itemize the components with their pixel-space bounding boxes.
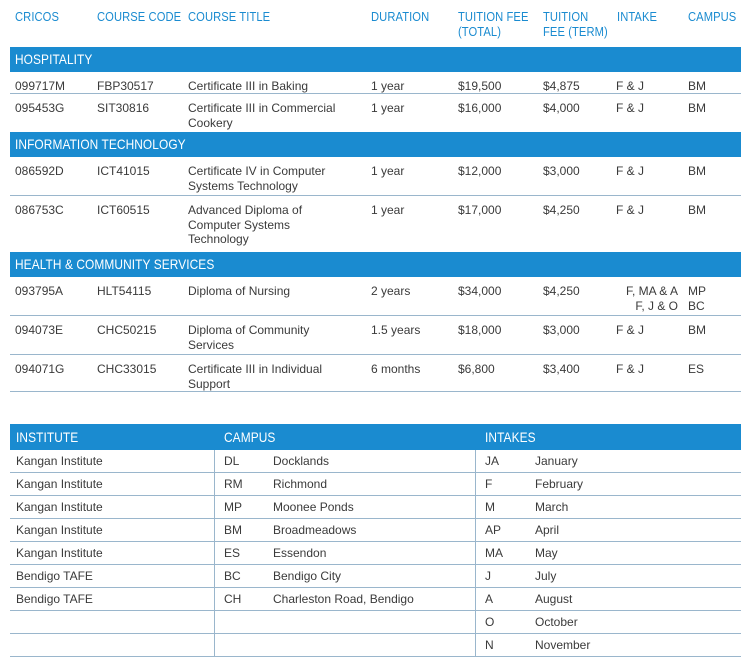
- course-title-cell: Diploma of Community Services: [188, 323, 310, 352]
- tuition-term-cell: $4,875: [543, 79, 580, 93]
- campus-name-cell: Charleston Road, Bendigo: [273, 592, 414, 606]
- intake-cell: F & J: [616, 101, 645, 115]
- section-title: HOSPITALITY: [15, 51, 93, 67]
- course-code-cell: ICT60515: [97, 203, 150, 217]
- intake-cell: F & J: [616, 323, 645, 337]
- tuition-total-cell: $34,000: [458, 284, 502, 298]
- key-table: [10, 424, 741, 657]
- intake-name-cell: February: [535, 477, 584, 491]
- intake-code-cell: JA: [485, 454, 500, 468]
- course-title-cell: Certificate III in Baking: [188, 79, 309, 93]
- intake-cell: F & J: [616, 79, 645, 93]
- campus-cell: ES: [688, 362, 705, 376]
- campus-code-cell: ES: [224, 546, 241, 560]
- section-title: HEALTH & COMMUNITY SERVICES: [15, 256, 215, 272]
- institute-cell: Kangan Institute: [16, 454, 103, 468]
- course-table-header: [10, 0, 741, 47]
- tuition-term-cell: $3,400: [543, 362, 580, 376]
- intake-name-cell: January: [535, 454, 578, 468]
- cricos-cell: 095453G: [15, 101, 65, 115]
- tuition-total-cell: $18,000: [458, 323, 502, 337]
- duration-cell: 1 year: [371, 203, 405, 217]
- tuition-term-header-line2: FEE (TERM): [543, 24, 608, 39]
- tuition-total-cell: $6,800: [458, 362, 495, 376]
- campus-cell: BM: [688, 101, 706, 115]
- table-row: [10, 72, 741, 94]
- cricos-cell: 099717M: [15, 79, 66, 93]
- list-item: [10, 588, 741, 611]
- campus-name-cell: Essendon: [273, 546, 327, 560]
- course-code-cell: HLT54115: [97, 284, 152, 298]
- list-item: [10, 450, 741, 473]
- campus-name-cell: Broadmeadows: [273, 523, 357, 537]
- tuition-term-cell: $3,000: [543, 164, 580, 178]
- course-code-cell: SIT30816: [97, 101, 150, 115]
- list-item: [10, 611, 741, 634]
- tuition-total-header-line2: (TOTAL): [458, 24, 502, 39]
- tuition-total-cell: $12,000: [458, 164, 502, 178]
- intake-name-cell: August: [535, 592, 573, 606]
- section-title: INFORMATION TECHNOLOGY: [15, 136, 186, 152]
- course-code-cell: CHC50215: [97, 323, 157, 337]
- course-title-cell: Diploma of Nursing: [188, 284, 291, 298]
- course-fees-table: [10, 0, 741, 392]
- campus-header: CAMPUS: [224, 429, 276, 445]
- intakes-header: INTAKES: [485, 429, 536, 445]
- list-item: [10, 542, 741, 565]
- intake-name-cell: October: [535, 615, 578, 629]
- table-row: [10, 196, 741, 252]
- course-code-cell: ICT41015: [97, 164, 150, 178]
- institute-cell: Kangan Institute: [16, 546, 103, 560]
- course-code-cell: FBP30517: [97, 79, 154, 93]
- duration-cell: 2 years: [371, 284, 411, 298]
- col-tuition-total-header: [458, 9, 529, 39]
- institute-cell: Kangan Institute: [16, 523, 103, 537]
- duration-cell: 1 year: [371, 164, 405, 178]
- duration-cell: 6 months: [371, 362, 421, 376]
- institute-cell: Kangan Institute: [16, 477, 103, 491]
- tuition-term-cell: $4,250: [543, 284, 580, 298]
- section-hospitality: [10, 47, 741, 72]
- campus-cell: MP BC: [688, 284, 706, 313]
- course-title-cell: Certificate III in Commercial Cookery: [188, 101, 336, 130]
- institute-cell: Kangan Institute: [16, 500, 103, 514]
- list-item: [10, 496, 741, 519]
- col-intake-header: INTAKE: [617, 9, 658, 24]
- cricos-cell: 094071G: [15, 362, 65, 376]
- intake-cell: F & J: [616, 164, 645, 178]
- campus-cell: BM: [688, 164, 706, 178]
- course-title-cell: Advanced Diploma of Computer Systems Technology: [188, 203, 303, 246]
- cricos-cell: 086592D: [15, 164, 64, 178]
- intake-code-cell: AP: [485, 523, 502, 537]
- list-item: [10, 473, 741, 496]
- campus-name-cell: Bendigo City: [273, 569, 342, 583]
- campus-name-cell: Docklands: [273, 454, 330, 468]
- tuition-term-cell: $3,000: [543, 323, 580, 337]
- cricos-cell: 093795A: [15, 284, 64, 298]
- campus-name-cell: Moonee Ponds: [273, 500, 354, 514]
- key-table-header: [10, 424, 741, 450]
- list-item: [10, 519, 741, 542]
- list-item: [10, 565, 741, 588]
- table-row: [10, 277, 741, 316]
- course-title-cell: Certificate IV in Computer Systems Technology: [188, 164, 326, 193]
- duration-cell: 1.5 years: [371, 323, 421, 337]
- intake-code-cell: O: [485, 615, 495, 629]
- col-course-code-header: COURSE CODE: [97, 9, 182, 24]
- course-title-cell: Certificate III in Individual Support: [188, 362, 323, 391]
- cricos-cell: 086753C: [15, 203, 64, 217]
- intake-code-cell: F: [485, 477, 493, 491]
- tuition-total-header-line1: TUITION FEE: [458, 9, 529, 24]
- institute-cell: Bendigo TAFE: [16, 592, 93, 606]
- col-course-title-header: COURSE TITLE: [188, 9, 271, 24]
- table-row: [10, 94, 741, 132]
- key-table-body: [10, 450, 741, 657]
- duration-cell: 1 year: [371, 101, 405, 115]
- intake-name-cell: November: [535, 638, 591, 652]
- campus-code-cell: DL: [224, 454, 240, 468]
- intake-code-cell: N: [485, 638, 494, 652]
- table-row: [10, 355, 741, 392]
- campus-cell: BM: [688, 203, 706, 217]
- campus-code-cell: MP: [224, 500, 242, 514]
- institute-header: INSTITUTE: [16, 429, 79, 445]
- col-tuition-term-header: [543, 9, 608, 39]
- campus-code-cell: BC: [224, 569, 241, 583]
- intake-code-cell: M: [485, 500, 495, 514]
- intake-name-cell: July: [535, 569, 557, 583]
- intake-name-cell: May: [535, 546, 558, 560]
- intake-code-cell: A: [485, 592, 494, 606]
- campus-code-cell: RM: [224, 477, 243, 491]
- col-campus-header: CAMPUS: [688, 9, 737, 24]
- tuition-total-cell: $19,500: [458, 79, 502, 93]
- duration-cell: 1 year: [371, 79, 405, 93]
- intake-name-cell: March: [535, 500, 569, 514]
- intake-cell: F & J: [616, 362, 645, 376]
- section-information-technology: [10, 132, 741, 157]
- tuition-term-header-line1: TUITION: [543, 9, 589, 24]
- tuition-total-cell: $17,000: [458, 203, 502, 217]
- campus-name-cell: Richmond: [273, 477, 328, 491]
- tuition-term-cell: $4,250: [543, 203, 580, 217]
- campus-code-cell: BM: [224, 523, 242, 537]
- campus-code-cell: CH: [224, 592, 242, 606]
- tuition-total-cell: $16,000: [458, 101, 502, 115]
- intake-name-cell: April: [535, 523, 560, 537]
- campus-cell: BM: [688, 79, 706, 93]
- table-row: [10, 157, 741, 196]
- intake-cell: F & J: [616, 203, 645, 217]
- course-code-cell: CHC33015: [97, 362, 157, 376]
- list-item: [10, 634, 741, 657]
- intake-code-cell: MA: [485, 546, 503, 560]
- col-cricos-header: CRICOS: [15, 9, 60, 24]
- intake-cell: F, MA & A F, J & O: [625, 284, 678, 313]
- campus-cell: BM: [688, 323, 706, 337]
- institute-cell: Bendigo TAFE: [16, 569, 93, 583]
- table-row: [10, 316, 741, 355]
- tuition-term-cell: $4,000: [543, 101, 580, 115]
- intake-code-cell: J: [485, 569, 491, 583]
- cricos-cell: 094073E: [15, 323, 64, 337]
- section-health-community-services: [10, 252, 741, 277]
- col-duration-header: DURATION: [371, 9, 430, 24]
